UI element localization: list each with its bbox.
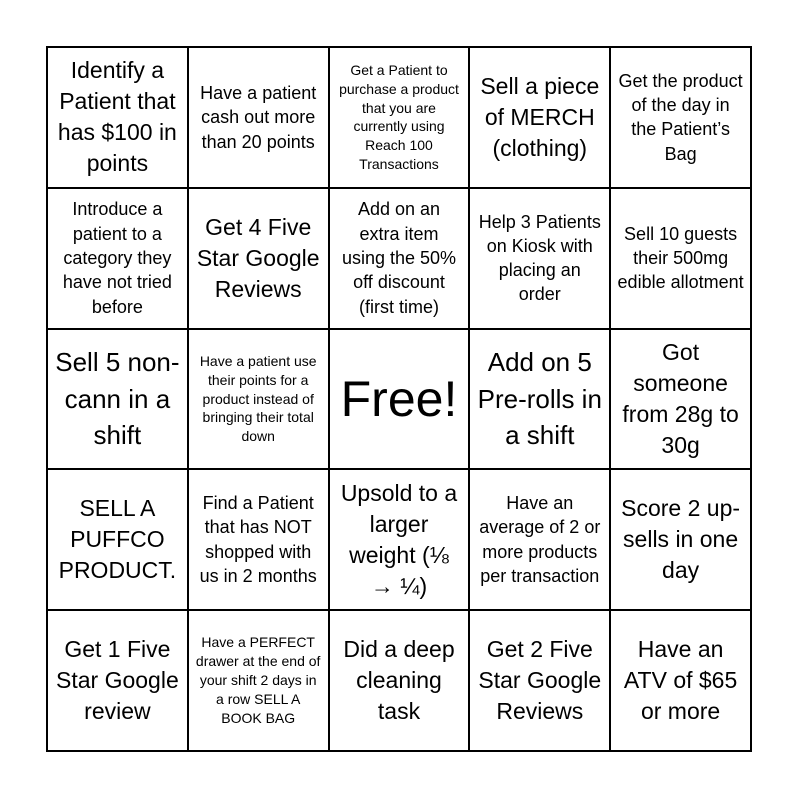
cell-text: Got someone from 28g to 30g	[622, 338, 739, 459]
bingo-cell[interactable]	[469, 188, 610, 329]
cell-text: Introduce a patient to a category they have not tried before	[62, 199, 172, 317]
cell-text: Score 2 up-sells in one day	[621, 495, 741, 584]
bingo-cell[interactable]	[188, 47, 329, 188]
bingo-cell[interactable]	[329, 188, 470, 329]
bingo-cell[interactable]	[188, 469, 329, 610]
bingo-cell[interactable]	[469, 610, 610, 751]
free-space-text: Free!	[340, 370, 458, 427]
free-space[interactable]	[329, 329, 470, 470]
cell-text: Get 1 Five Star Google review	[56, 636, 179, 725]
cell-text: Did a deep cleaning task	[343, 636, 455, 725]
bingo-cell[interactable]	[469, 329, 610, 470]
bingo-cell[interactable]	[469, 469, 610, 610]
bingo-cell[interactable]	[610, 188, 751, 329]
bingo-cell[interactable]	[610, 329, 751, 470]
bingo-cell[interactable]	[329, 610, 470, 751]
cell-text: Sell 5 non-cann in a shift	[55, 347, 180, 451]
bingo-cell[interactable]	[610, 47, 751, 188]
cell-text: SELL A PUFFCO PRODUCT.	[58, 495, 177, 584]
cell-text: Get the product of the day in the Patient’s Bag	[618, 70, 743, 164]
bingo-cell[interactable]	[329, 469, 470, 610]
cell-text: Identify a Patient that has $100 in points	[57, 57, 177, 177]
cell-text: Have a patient use their points for a product instead of bringing their total down	[199, 352, 317, 445]
cell-text: Sell a piece of MERCH (clothing)	[480, 72, 600, 161]
cell-text: Find a Patient that has NOT shopped with us in 2 months	[199, 493, 317, 587]
cell-text: Have an ATV of $65 or more	[623, 636, 738, 725]
bingo-cell[interactable]	[469, 47, 610, 188]
bingo-cell[interactable]	[610, 610, 751, 751]
bingo-cell[interactable]	[329, 47, 470, 188]
bingo-cell[interactable]	[47, 47, 188, 188]
cell-text: Help 3 Patients on Kiosk with placing an order	[478, 211, 601, 305]
cell-text: Get a Patient to purchase a product that you are currently using Reach 100 Transactions	[339, 61, 459, 173]
cell-text: Upsold to a larger weight (⅛ → ¼)	[340, 479, 458, 599]
cell-text: Have an average of 2 or more products per transaction	[479, 493, 601, 587]
bingo-cell[interactable]	[47, 329, 188, 470]
bingo-cell[interactable]	[610, 469, 751, 610]
bingo-cell[interactable]	[188, 188, 329, 329]
bingo-cell[interactable]	[188, 610, 329, 751]
bingo-cell[interactable]	[188, 329, 329, 470]
cell-text: Add on 5 Pre-rolls in a shift	[477, 347, 602, 451]
bingo-cell[interactable]	[47, 610, 188, 751]
cell-text: Get 2 Five Star Google Reviews	[478, 636, 602, 725]
cell-text: Have a patient cash out more than 20 points	[200, 82, 317, 152]
bingo-cell[interactable]	[47, 188, 188, 329]
bingo-cell[interactable]	[47, 469, 188, 610]
cell-text: Have a PERFECT drawer at the end of your shift 2 days in a row SELL A BOOK BAG	[195, 634, 321, 726]
cell-text: Get 4 Five Star Google Reviews	[196, 213, 320, 302]
cell-text: Add on an extra item using the 50% off discount (first time)	[341, 199, 457, 317]
bingo-card	[46, 46, 752, 752]
cell-text: Sell 10 guests their 500mg edible allotment	[617, 223, 744, 293]
